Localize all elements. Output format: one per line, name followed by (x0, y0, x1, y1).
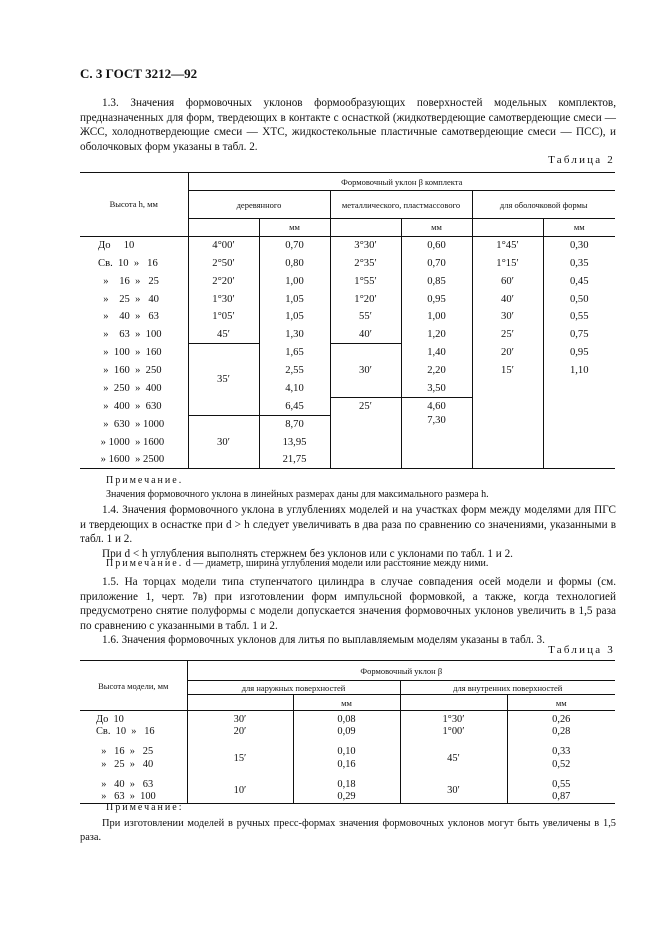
table-2-unit: мм (573, 222, 585, 233)
table-row: » 1000 » 1600 13,95 (80, 433, 615, 451)
table-row: » 1600 » 2500 21,75 (80, 451, 615, 469)
table-3-note-text: При изготовлении моделей в ручных пресс-формах значения формовочных уклонов могут быть увеличены в 1,5 раза. (80, 818, 616, 843)
table-row: » 63 » 100 0,29 0,87 (80, 790, 615, 803)
paragraph-1-4b-text: При d < h углубления выполнять стержнем без уклонов или с уклонами по табл. 1 и 2. (102, 547, 513, 560)
table-3-note-body (80, 817, 616, 845)
paragraph-1-5 (80, 575, 616, 648)
page-header: С. 3 ГОСТ 3212—92 (80, 66, 198, 81)
table-row: » 16 » 25 15′ 0,10 45′ 0,33 (80, 738, 615, 757)
table-row: До 10 4°00′ 0,70 3°30′ 0,60 1°45′ 0,30 (80, 236, 615, 254)
table-2-unit: мм (259, 219, 330, 237)
table-2-col-group: Формовочный уклон β комплекта (188, 173, 615, 191)
paragraph-1-4 (80, 503, 616, 561)
table-2-caption: Таблица 2 (548, 154, 615, 166)
table-row: » 250 » 400 4,10 3,50 (80, 380, 615, 398)
table-row: » 40 » 63 1°05′ 1,05 55′ 1,00 30′ 0,55 (80, 308, 615, 326)
table-2-note-text: Значения формовочного уклона в линейных размерах даны для максимального размера h. (106, 489, 489, 500)
paragraph-1-5-text: 1.5. На торцах модели типа ступенчатого цилиндра в случае совпадения осей модели и формы (см. приложение 1, черт. 7в) при изготовлении форм импульсной формовкой, а также, когда технологией предусмотрено снятие полуформы с модели допускается значения формовочных уклонов увеличить в 1,5 раза по сравнению с указанными в табл. 1 и 2. (80, 576, 616, 632)
paragraph-1-3-text: 1.3. Значения формовочных уклонов формообразующих поверхностей модельных комплектов, предназначенных для форм, твердеющих в контакте с оснасткой (жидкотвердеющие самотвердеющие смеси — ЖСС, холоднотвердеющие смеси — ХТС, жидкостекольные пластичные самотвердеющие смеси — ПСС), и оболочковых форм указаны в табл. 2. (80, 97, 616, 153)
table-3 (80, 660, 615, 804)
table-row: » 630 » 1000 30′ 8,70 7,30 (80, 415, 615, 433)
table-row: » 160 » 250 2,55 2,20 15′ 1,10 (80, 362, 615, 380)
table-2-merged-wood-b: 30′ (188, 415, 259, 469)
table-row: Св. 10 » 16 20′ 0,09 1°00′ 0,28 (80, 725, 615, 738)
table-2 (80, 172, 615, 469)
table-row: » 25 » 40 1°30′ 1,05 1°20′ 0,95 40′ 0,50 (80, 290, 615, 308)
d-note-title: Примечание. (106, 558, 184, 569)
table-row: » 25 » 40 0,16 0,52 (80, 757, 615, 770)
table-row: » 40 » 63 10′ 0,18 30′ 0,55 (80, 771, 615, 790)
table-2-col-height: Высота h, мм (80, 173, 188, 237)
table-row: » 16 » 25 2°20′ 1,00 1°55′ 0,85 60′ 0,45 (80, 272, 615, 290)
table-3-col-height: Высота модели, мм (80, 661, 187, 711)
table-2-merged-metal: 30′ (330, 344, 401, 398)
table-2-note (106, 474, 616, 502)
table-3-col-group: Формовочный уклон β (187, 661, 615, 681)
table-3-col-outer: для наружных поверхностей (187, 681, 400, 695)
table-3-unit: мм (293, 695, 400, 711)
table-2-col-wood: деревянного (188, 191, 330, 219)
d-note-text: d — диаметр, ширина углубления модели или расстояние между ними. (185, 558, 489, 569)
d-note (106, 557, 616, 571)
table-row: » 63 » 100 45′ 1,30 40′ 1,20 25′ 0,75 (80, 326, 615, 344)
table-2-note-title: Примечание. (106, 475, 184, 486)
table-2-col-shell: для оболочковой формы (472, 191, 615, 219)
table-row: » 100 » 160 35′ 1,65 30′ 1,40 20′ 0,95 (80, 344, 615, 362)
table-3-col-inner: для внутренних поверхностей (400, 681, 615, 695)
table-2-col-metal: металлического, пластмассового (330, 191, 472, 219)
paragraph-1-4a-text: 1.4. Значения формовочного уклона в углублениях моделей и на участках форм между моделями для ПГС и твердеющих в оснастке при d > h следует увеличивать в два раза по сравнению со значениями, указанными в табл. 1 и 2. (80, 504, 616, 546)
table-3-note-title: Примечание: (106, 802, 184, 813)
table-2-merged-wood-a: 35′ (188, 344, 259, 416)
table-row: Св. 10 » 16 2°50′ 0,80 2°35′ 0,70 1°15′ 0,35 (80, 254, 615, 272)
table-row: До 10 30′ 0,08 1°30′ 0,26 (80, 711, 615, 726)
table-3-caption: Таблица 3 (548, 644, 615, 656)
table-3-unit: мм (555, 697, 567, 708)
table-row: » 400 » 630 6,45 25′ 4,60 (80, 397, 615, 415)
paragraph-1-6-text: 1.6. Значения формовочных уклонов для литья по выплавляемым моделям указаны в табл. 3. (102, 634, 545, 647)
paragraph-1-3 (80, 96, 616, 154)
table-3-note (106, 801, 616, 815)
table-2-unit: мм (401, 219, 472, 237)
